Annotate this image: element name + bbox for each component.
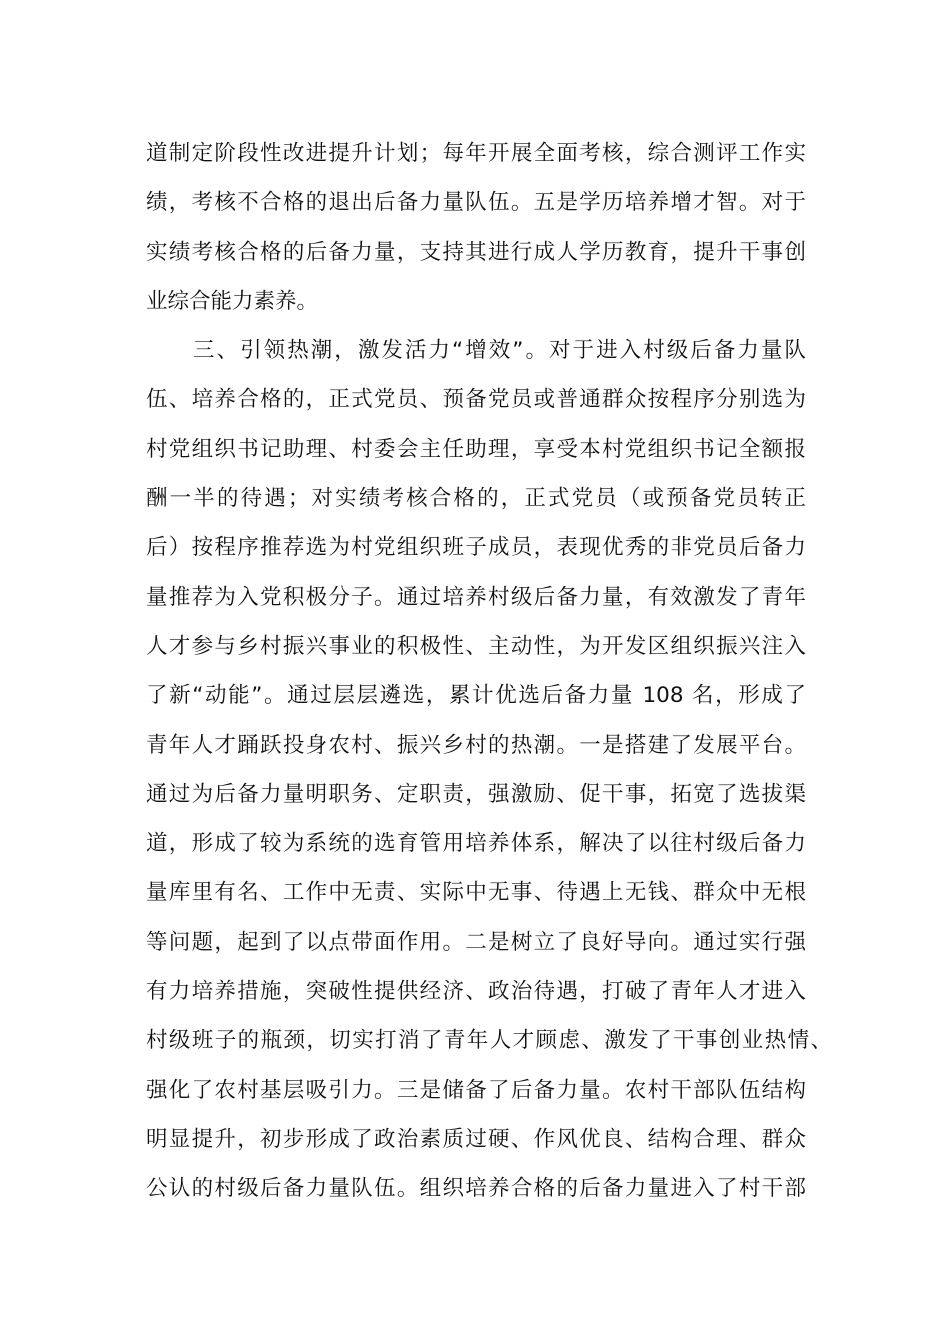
text-line: 等问题，起到了以点带面作用。二是树立了良好导向。通过实行强 — [146, 929, 806, 955]
text-line: 通过为后备力量明职务、定职责，强激励、促干事，拓宽了选拔渠 — [146, 781, 806, 807]
text-line: 公认的村级后备力量队伍。组织培养合格的后备力量进入了村干部 — [146, 1176, 806, 1202]
paragraph-1 — [146, 136, 806, 333]
text-line: 量推荐为入党积极分子。通过培养村级后备力量，有效激发了青年 — [146, 584, 806, 610]
text-line: 青年人才踊跃投身农村、振兴乡村的热潮。一是搭建了发展平台。 — [146, 732, 806, 758]
text-line: 村党组织书记助理、村委会主任助理，享受本村党组织书记全额报 — [146, 436, 806, 462]
text-line: 量库里有名、工作中无责、实际中无事、待遇上无钱、群众中无根 — [146, 880, 806, 906]
text-line: 实绩考核合格的后备力量，支持其进行成人学历教育，提升干事创 — [146, 239, 806, 265]
text-line: 了新“动能”。通过层层遴选，累计优选后备力量 108 名，形成了 — [146, 683, 806, 709]
text-line: 道，形成了较为系统的选育管用培养体系，解决了以往村级后备力 — [146, 831, 806, 857]
text-line: 有力培养措施，突破性提供经济、政治待遇，打破了青年人才进入 — [146, 979, 806, 1005]
section-heading-line: 三、引领热潮，激发活力“增效”。对于进入村级后备力量队 — [193, 338, 806, 364]
text-line: 道制定阶段性改进提升计划；每年开展全面考核，综合测评工作实 — [146, 141, 806, 166]
document-body — [146, 136, 832, 1221]
text-line: 伍、培养合格的，正式党员、预备党员或普通群众按程序分别选为 — [146, 387, 806, 413]
paragraph-2 — [146, 333, 832, 1220]
text-line: 后）按程序推荐选为村党组织班子成员，表现优秀的非党员后备力 — [146, 535, 806, 561]
text-line: 强化了农村基层吸引力。三是储备了后备力量。农村干部队伍结构 — [146, 1077, 806, 1103]
text-line: 业综合能力素养。 — [146, 288, 319, 314]
text-line: 人才参与乡村振兴事业的积极性、主动性，为开发区组织振兴注入 — [146, 633, 806, 659]
text-line: 明显提升，初步形成了政治素质过硬、作风优良、结构合理、群众 — [146, 1126, 806, 1152]
text-line: 酬一半的待遇；对实绩考核合格的，正式党员（或预备党员转正 — [146, 486, 806, 512]
text-line: 绩，考核不合格的退出后备力量队伍。五是学历培养增才智。对于 — [146, 190, 806, 216]
text-line: 村级班子的瓶颈，切实打消了青年人才顾虑、激发了干事创业热情、 — [146, 1028, 832, 1054]
